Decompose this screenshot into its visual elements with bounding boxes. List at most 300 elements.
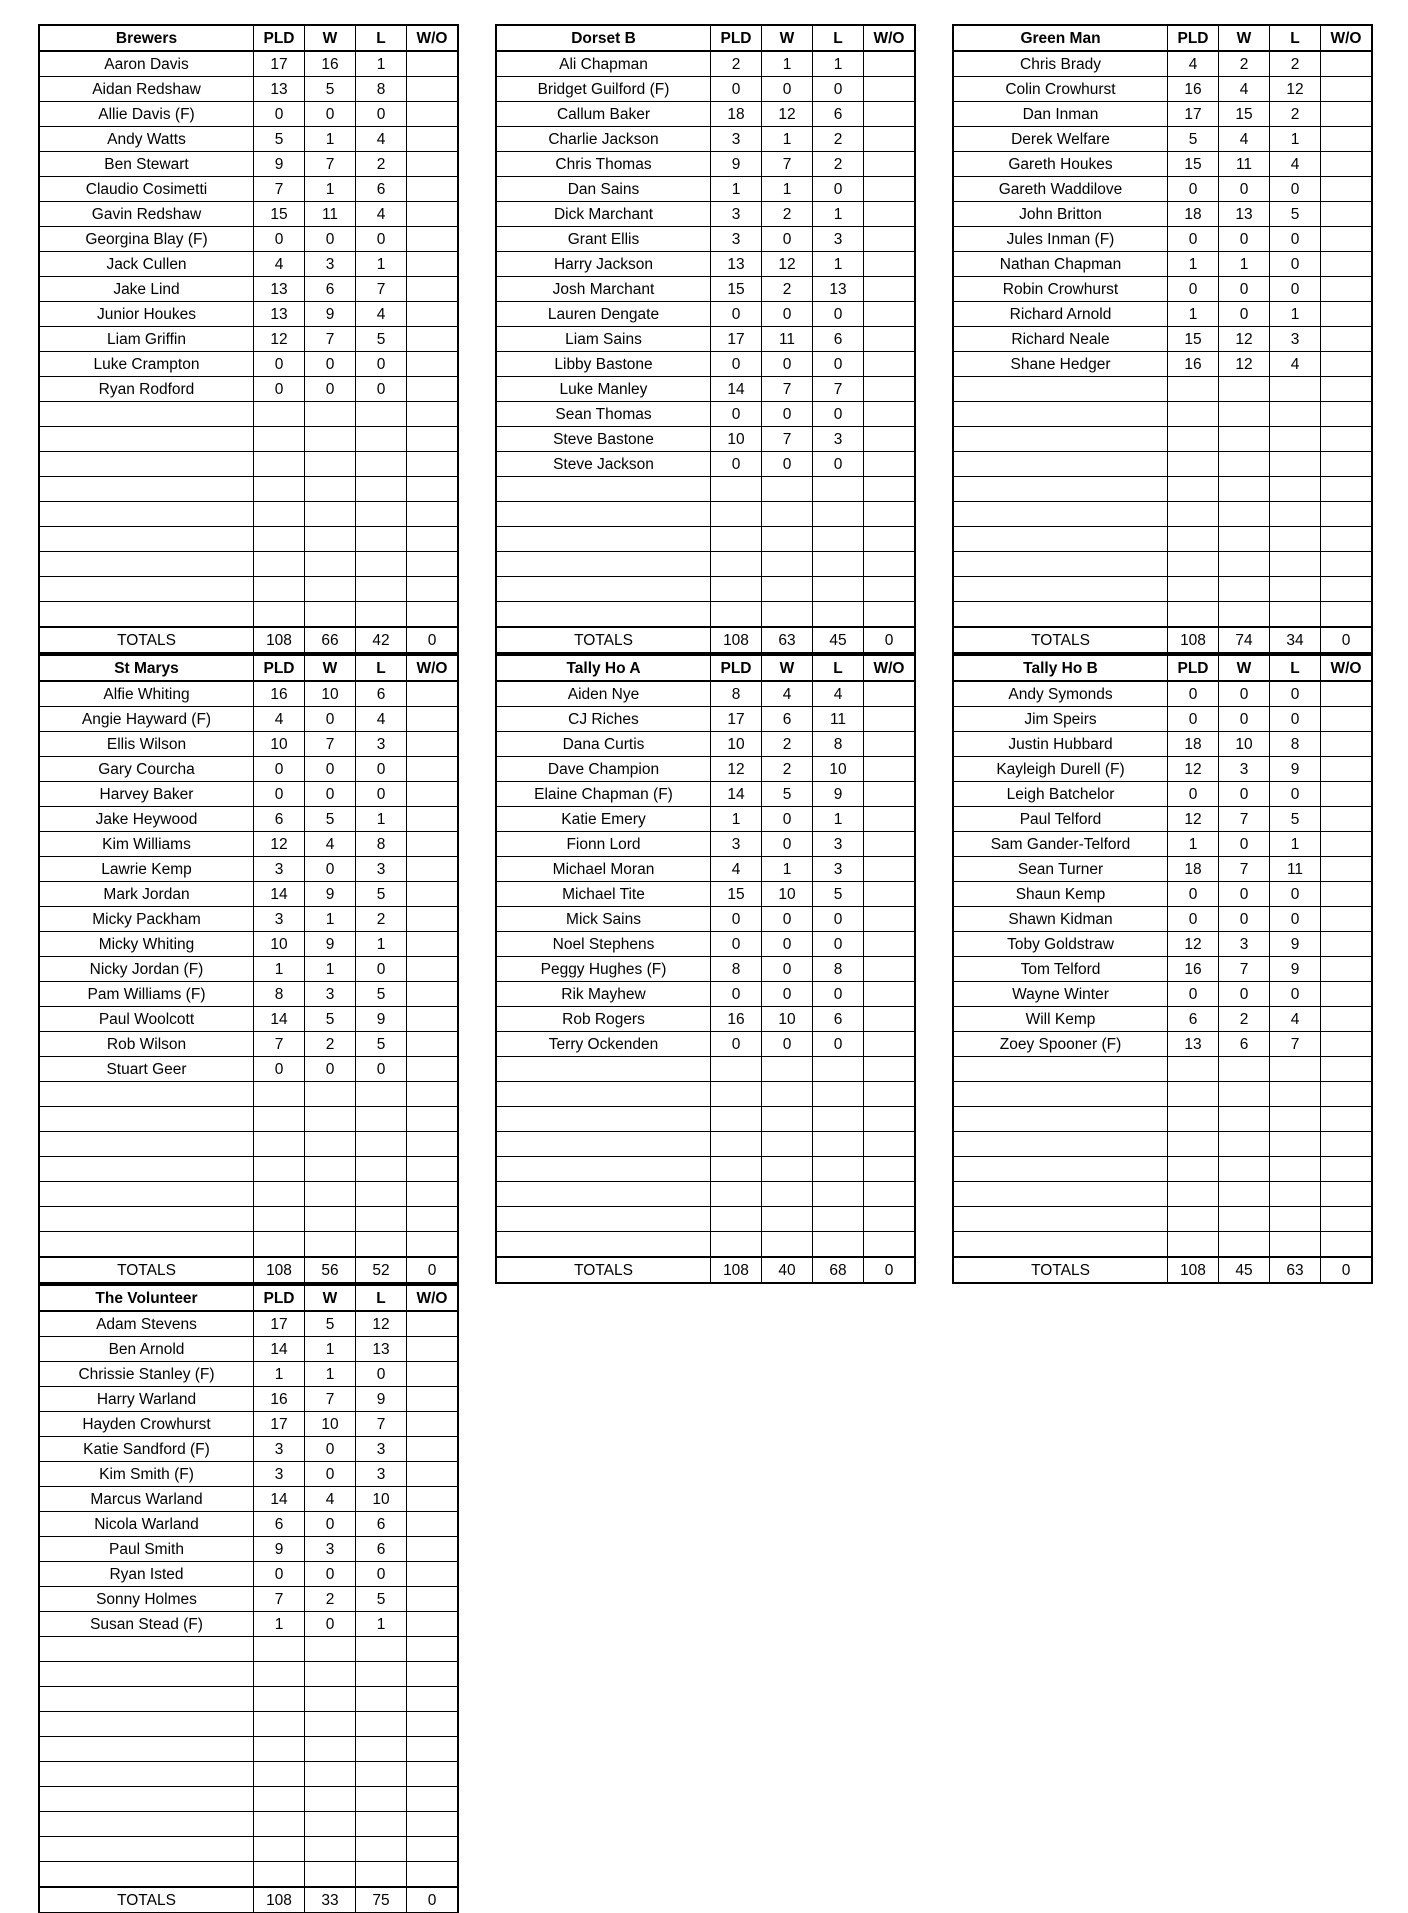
player-row [954,102,1372,127]
pld-cell: 0 [1168,681,1219,707]
l-cell: 6 [356,681,407,707]
w-cell: 0 [762,402,813,427]
player-row [40,807,458,832]
l-cell: 1 [356,51,407,77]
l-cell: 0 [813,402,864,427]
wo-cell [407,377,458,402]
w-cell: 0 [305,1612,356,1637]
w-cell: 2 [305,1032,356,1057]
team-table-st-marys [39,655,458,1283]
l-cell: 2 [1270,51,1321,77]
player-name: Noel Stephens [497,932,711,957]
player-name: Junior Houkes [40,302,254,327]
empty-cell [40,1712,254,1737]
empty-cell [954,402,1168,427]
team-table-dorset-b [496,25,915,653]
empty-cell [954,502,1168,527]
total-l: 45 [813,627,864,653]
player-name: Kim Williams [40,832,254,857]
empty-cell [356,577,407,602]
wo-cell [407,51,458,77]
wo-cell [864,152,915,177]
player-row [954,681,1372,707]
empty-cell [1270,377,1321,402]
column-header-wo: W/O [1321,656,1372,682]
wo-cell [407,102,458,127]
empty-cell [864,602,915,628]
player-name: Jake Lind [40,277,254,302]
player-row [40,782,458,807]
totals-row [497,627,915,653]
player-name: Hayden Crowhurst [40,1412,254,1437]
empty-cell [305,1762,356,1787]
w-cell: 1 [1219,252,1270,277]
w-cell: 0 [762,957,813,982]
empty-cell [305,552,356,577]
player-name: Sean Turner [954,857,1168,882]
empty-row [954,377,1372,402]
pld-cell: 10 [711,732,762,757]
l-cell: 3 [813,227,864,252]
empty-cell [497,1182,711,1207]
player-row [954,1007,1372,1032]
wo-cell [1321,77,1372,102]
l-cell: 6 [356,1512,407,1537]
player-row [40,1007,458,1032]
wo-cell [1321,681,1372,707]
empty-row [497,1157,915,1182]
pld-cell: 17 [254,1311,305,1337]
pld-cell: 6 [254,807,305,832]
pld-cell: 13 [254,277,305,302]
wo-cell [407,1311,458,1337]
empty-cell [305,1132,356,1157]
empty-cell [407,1157,458,1182]
player-name: Luke Manley [497,377,711,402]
pld-cell: 18 [711,102,762,127]
empty-cell [254,602,305,628]
w-cell: 12 [1219,327,1270,352]
empty-cell [407,1837,458,1862]
w-cell: 0 [762,302,813,327]
w-cell: 1 [305,957,356,982]
w-cell: 7 [305,152,356,177]
w-cell: 0 [305,102,356,127]
empty-cell [497,1107,711,1132]
wo-cell [407,1337,458,1362]
totals-label: TOTALS [497,627,711,653]
wo-cell [1321,1007,1372,1032]
l-cell: 9 [1270,757,1321,782]
w-cell: 0 [305,782,356,807]
player-row [40,352,458,377]
player-name: Charlie Jackson [497,127,711,152]
player-name: Marcus Warland [40,1487,254,1512]
empty-cell [407,1712,458,1737]
pld-cell: 1 [1168,832,1219,857]
empty-cell [864,1207,915,1232]
l-cell: 3 [1270,327,1321,352]
empty-cell [254,1107,305,1132]
empty-cell [1219,1157,1270,1182]
w-cell: 0 [1219,907,1270,932]
empty-cell [356,1837,407,1862]
empty-row [40,1862,458,1888]
empty-cell [864,1082,915,1107]
empty-cell [1219,1232,1270,1258]
empty-cell [305,1787,356,1812]
empty-cell [40,502,254,527]
w-cell: 3 [1219,932,1270,957]
player-row [40,1562,458,1587]
player-name: Gareth Houkes [954,152,1168,177]
l-cell: 1 [1270,127,1321,152]
pld-cell: 0 [1168,882,1219,907]
l-cell: 5 [356,882,407,907]
player-row [954,177,1372,202]
empty-cell [407,1762,458,1787]
wo-cell [864,1007,915,1032]
empty-row [40,602,458,628]
player-row [40,1032,458,1057]
l-cell: 0 [813,452,864,477]
l-cell: 0 [1270,907,1321,932]
empty-cell [813,1207,864,1232]
player-row [40,202,458,227]
player-name: Micky Whiting [40,932,254,957]
l-cell: 2 [356,907,407,932]
player-name: Peggy Hughes (F) [497,957,711,982]
player-row [954,782,1372,807]
empty-cell [356,1712,407,1737]
empty-cell [864,502,915,527]
wo-cell [1321,932,1372,957]
pld-cell: 0 [254,102,305,127]
empty-row [40,1107,458,1132]
player-row [954,807,1372,832]
wo-cell [407,782,458,807]
empty-cell [1321,402,1372,427]
player-row [40,1462,458,1487]
empty-cell [711,527,762,552]
l-cell: 1 [813,202,864,227]
empty-cell [1168,402,1219,427]
pld-cell: 18 [1168,202,1219,227]
player-row [40,932,458,957]
empty-cell [254,527,305,552]
w-cell: 2 [762,732,813,757]
pld-cell: 1 [711,177,762,202]
empty-cell [305,1207,356,1232]
empty-cell [762,602,813,628]
player-name: Paul Smith [40,1537,254,1562]
l-cell: 0 [356,377,407,402]
wo-cell [407,1387,458,1412]
pld-cell: 5 [1168,127,1219,152]
l-cell: 12 [356,1311,407,1337]
empty-cell [1321,477,1372,502]
team-name: Tally Ho B [954,656,1168,682]
pld-cell: 13 [254,77,305,102]
player-row [40,681,458,707]
player-row [40,832,458,857]
player-name: Aiden Nye [497,681,711,707]
wo-cell [864,177,915,202]
column-header-wo: W/O [864,26,915,52]
wo-cell [1321,907,1372,932]
player-row [954,302,1372,327]
w-cell: 5 [305,1007,356,1032]
empty-row [497,502,915,527]
w-cell: 0 [1219,302,1270,327]
pld-cell: 15 [254,202,305,227]
empty-cell [40,1737,254,1762]
empty-cell [407,402,458,427]
empty-cell [1168,527,1219,552]
empty-cell [954,477,1168,502]
empty-cell [40,1812,254,1837]
player-row [40,707,458,732]
l-cell: 13 [813,277,864,302]
empty-cell [254,1207,305,1232]
wo-cell [864,227,915,252]
empty-cell [407,552,458,577]
empty-cell [1168,1182,1219,1207]
player-name: Grant Ellis [497,227,711,252]
l-cell: 2 [1270,102,1321,127]
pld-cell: 12 [254,327,305,352]
player-name: Justin Hubbard [954,732,1168,757]
wo-cell [407,1057,458,1082]
pld-cell: 1 [254,1362,305,1387]
player-name: Liam Sains [497,327,711,352]
l-cell: 2 [813,152,864,177]
empty-cell [1168,377,1219,402]
empty-cell [954,577,1168,602]
wo-cell [407,227,458,252]
l-cell: 5 [356,982,407,1007]
empty-cell [1270,1107,1321,1132]
w-cell: 0 [1219,277,1270,302]
empty-row [497,1107,915,1132]
pld-cell: 0 [711,1032,762,1057]
wo-cell [407,1587,458,1612]
player-row [497,377,915,402]
wo-cell [864,832,915,857]
empty-cell [407,1182,458,1207]
empty-cell [356,1637,407,1662]
empty-cell [1219,1207,1270,1232]
player-row [40,957,458,982]
empty-row [954,1057,1372,1082]
pld-cell: 4 [254,252,305,277]
w-cell: 13 [1219,202,1270,227]
w-cell: 0 [1219,707,1270,732]
empty-cell [954,1107,1168,1132]
pld-cell: 0 [1168,177,1219,202]
empty-cell [497,1057,711,1082]
player-row [954,77,1372,102]
w-cell: 3 [305,982,356,1007]
player-name: Kim Smith (F) [40,1462,254,1487]
wo-cell [864,782,915,807]
player-name: Katie Sandford (F) [40,1437,254,1462]
player-name: Stuart Geer [40,1057,254,1082]
l-cell: 0 [356,957,407,982]
empty-cell [356,1082,407,1107]
total-w: 40 [762,1257,813,1283]
w-cell: 0 [1219,882,1270,907]
l-cell: 4 [356,202,407,227]
player-row [954,227,1372,252]
total-wo: 0 [407,627,458,653]
wo-cell [407,907,458,932]
player-name: Dave Champion [497,757,711,782]
l-cell: 9 [356,1387,407,1412]
wo-cell [407,1512,458,1537]
empty-row [954,1232,1372,1258]
empty-cell [356,1232,407,1258]
wo-cell [864,51,915,77]
pld-cell: 10 [711,427,762,452]
pld-cell: 1 [254,1612,305,1637]
player-row [40,1387,458,1412]
wo-cell [1321,732,1372,757]
empty-cell [711,1057,762,1082]
w-cell: 0 [762,77,813,102]
player-name: Michael Moran [497,857,711,882]
empty-cell [356,552,407,577]
wo-cell [864,402,915,427]
player-row [954,907,1372,932]
player-name: Josh Marchant [497,277,711,302]
player-name: Ben Stewart [40,152,254,177]
w-cell: 6 [305,277,356,302]
player-row [954,832,1372,857]
player-name: Dana Curtis [497,732,711,757]
w-cell: 1 [305,177,356,202]
l-cell: 4 [1270,1007,1321,1032]
player-row [497,681,915,707]
l-cell: 0 [356,352,407,377]
pld-cell: 13 [1168,1032,1219,1057]
w-cell: 15 [1219,102,1270,127]
player-row [40,757,458,782]
empty-cell [407,1662,458,1687]
empty-cell [254,402,305,427]
pld-cell: 1 [711,807,762,832]
player-row [497,102,915,127]
empty-cell [762,1182,813,1207]
player-row [40,152,458,177]
player-name: Ben Arnold [40,1337,254,1362]
l-cell: 0 [1270,707,1321,732]
empty-cell [305,1862,356,1888]
player-row [497,51,915,77]
w-cell: 7 [762,427,813,452]
empty-cell [407,1132,458,1157]
empty-cell [813,1107,864,1132]
wo-cell [407,982,458,1007]
total-wo: 0 [864,627,915,653]
empty-cell [40,1837,254,1862]
player-row [40,1437,458,1462]
w-cell: 0 [305,227,356,252]
empty-cell [1168,452,1219,477]
empty-cell [305,1837,356,1862]
w-cell: 12 [1219,352,1270,377]
empty-cell [954,1157,1168,1182]
w-cell: 0 [762,452,813,477]
empty-cell [1219,1057,1270,1082]
empty-cell [954,1132,1168,1157]
empty-cell [305,477,356,502]
empty-cell [1270,452,1321,477]
empty-row [40,1637,458,1662]
empty-row [40,1737,458,1762]
player-row [40,982,458,1007]
empty-cell [711,1082,762,1107]
empty-cell [497,1157,711,1182]
wo-cell [407,857,458,882]
player-name: Chris Brady [954,51,1168,77]
w-cell: 0 [1219,782,1270,807]
player-name: Jim Speirs [954,707,1168,732]
pld-cell: 0 [1168,227,1219,252]
player-row [40,277,458,302]
column-header-l: L [356,26,407,52]
empty-cell [1168,1107,1219,1132]
pld-cell: 0 [711,302,762,327]
l-cell: 0 [356,227,407,252]
player-name: CJ Riches [497,707,711,732]
l-cell: 0 [1270,882,1321,907]
empty-row [497,552,915,577]
pld-cell: 15 [711,277,762,302]
w-cell: 5 [305,77,356,102]
player-name: Ali Chapman [497,51,711,77]
empty-cell [1219,402,1270,427]
empty-cell [40,552,254,577]
l-cell: 9 [1270,932,1321,957]
player-name: Dick Marchant [497,202,711,227]
empty-cell [254,1812,305,1837]
wo-cell [1321,202,1372,227]
empty-cell [305,452,356,477]
total-pld: 108 [254,1257,305,1283]
pld-cell: 18 [1168,732,1219,757]
player-row [497,757,915,782]
l-cell: 12 [1270,77,1321,102]
wo-cell [1321,882,1372,907]
l-cell: 5 [1270,807,1321,832]
empty-cell [1219,1082,1270,1107]
empty-cell [40,1662,254,1687]
empty-row [40,427,458,452]
w-cell: 11 [762,327,813,352]
player-row [497,352,915,377]
pld-cell: 15 [711,882,762,907]
l-cell: 5 [356,1032,407,1057]
empty-cell [254,1687,305,1712]
player-row [954,757,1372,782]
player-name: Ryan Isted [40,1562,254,1587]
total-wo: 0 [407,1257,458,1283]
wo-cell [407,77,458,102]
empty-cell [407,577,458,602]
player-name: Rob Wilson [40,1032,254,1057]
empty-cell [954,452,1168,477]
